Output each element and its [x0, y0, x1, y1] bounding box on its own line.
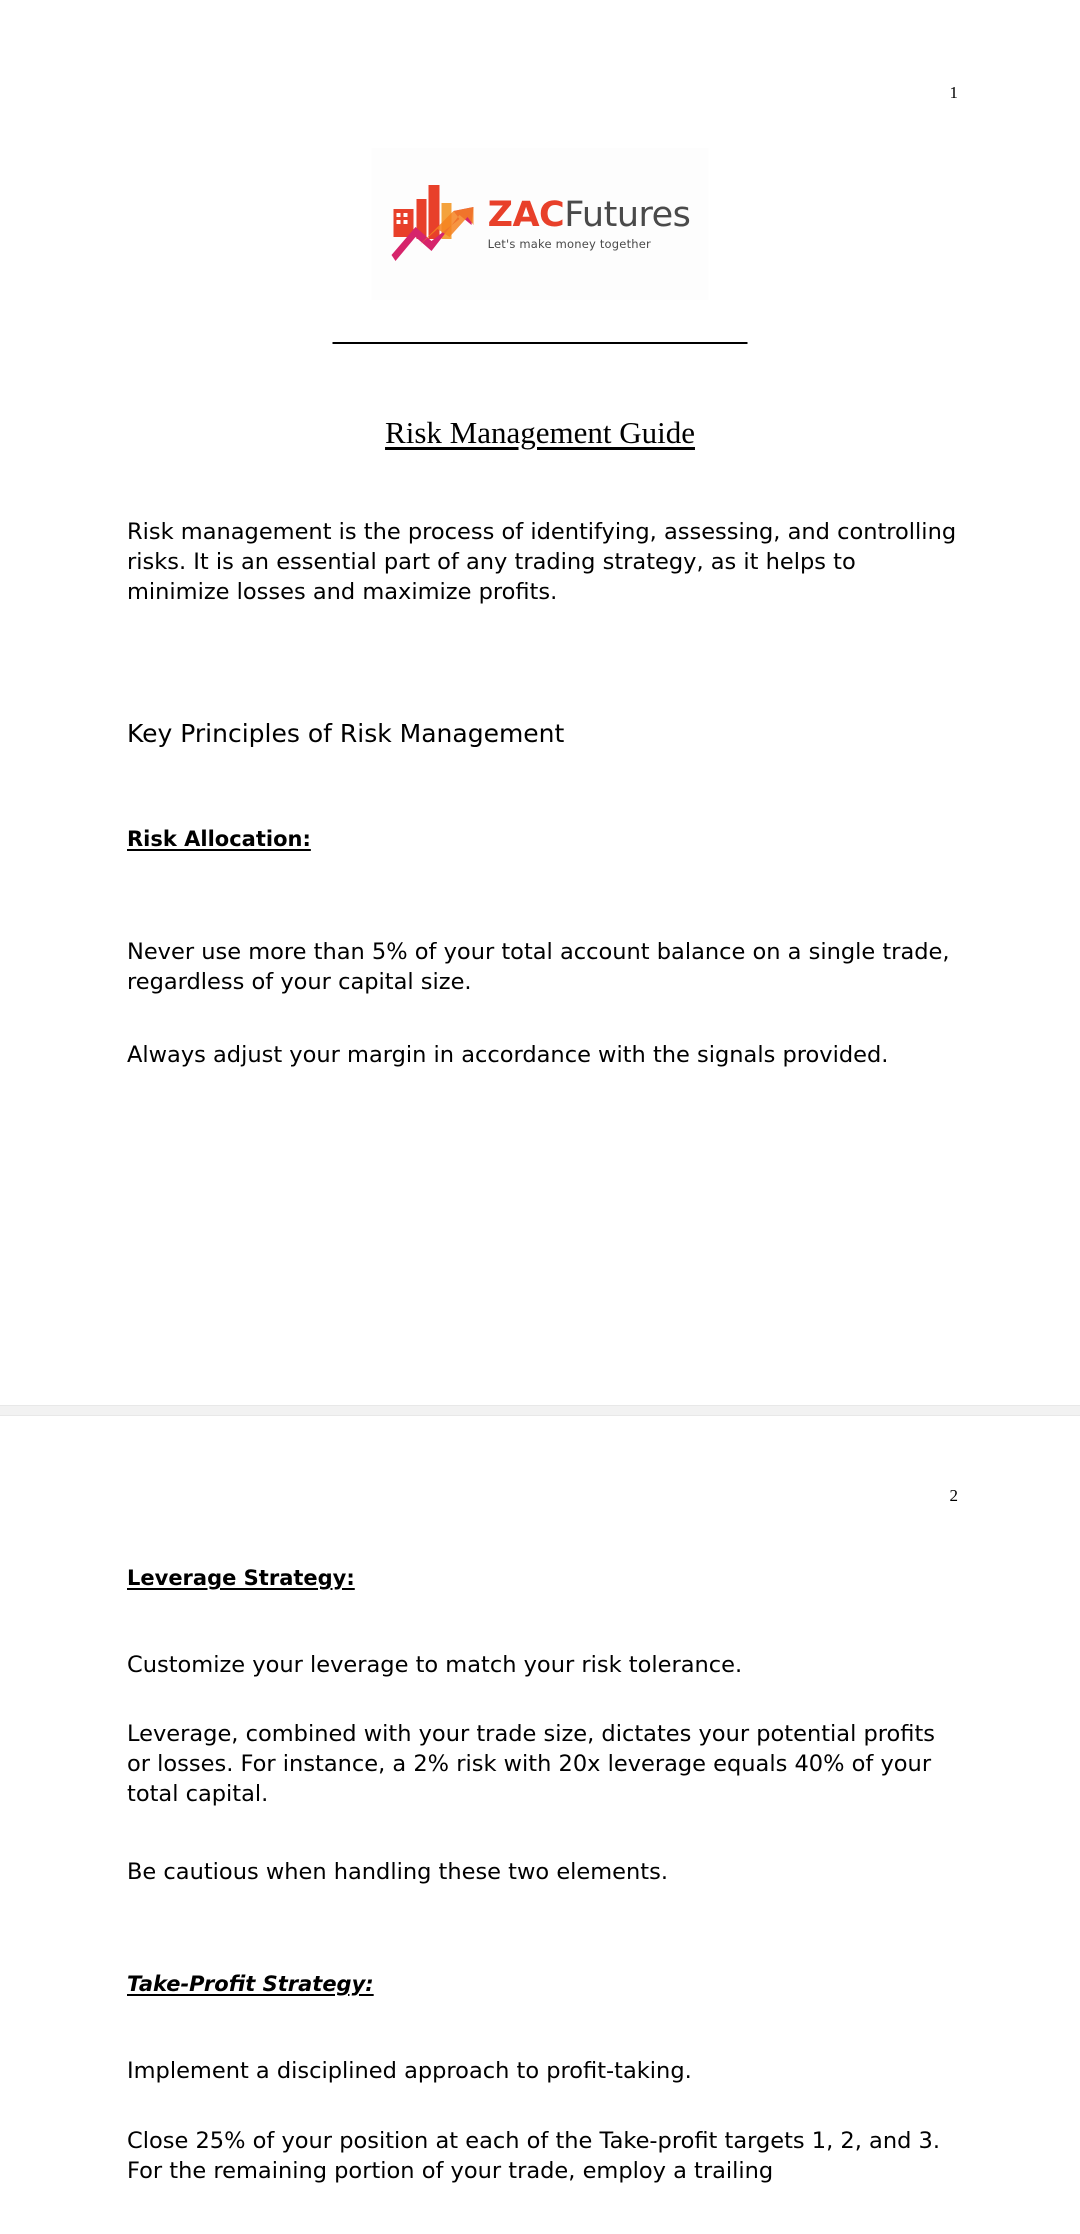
logo-tagline: Let's make money together — [487, 236, 651, 251]
sub-heading-risk-allocation: Risk Allocation: — [127, 827, 311, 851]
paragraph-leverage-3: Be cautious when handling these two elements. — [127, 1859, 668, 1885]
logo-brand-light: Futures — [564, 194, 691, 235]
paragraph-take-profit-2: Close 25% of your position at each of the Take-profit targets 1, 2, and 3. For the remaining portion of your trade, employ a trailing — [127, 2128, 940, 2184]
sub-heading-take-profit-strategy: Take-Profit Strategy: — [127, 1972, 374, 1996]
logo-brand-bold: ZAC — [487, 194, 565, 235]
page-title: Risk Management Guide — [385, 415, 695, 450]
paragraph-risk-allocation-2: Always adjust your margin in accordance with the signals provided. — [127, 1042, 889, 1068]
document-page-2 — [0, 1416, 1080, 2234]
logo-wordmark — [487, 194, 691, 235]
page-number: 1 — [949, 83, 958, 102]
intro-paragraph: Risk management is the process of identifying, assessing, and controlling risks. It is an essential part of any trading strategy, as it helps to minimize losses and maximize profits. — [127, 519, 957, 605]
logo-chart-icon — [390, 181, 482, 267]
paragraph-risk-allocation-1: Never use more than 5% of your total account balance on a single trade, regardless of your capital size. — [127, 939, 950, 995]
divider — [333, 342, 748, 344]
page-number: 2 — [949, 1486, 958, 1505]
section-heading: Key Principles of Risk Management — [127, 719, 565, 748]
sub-heading-leverage-strategy: Leverage Strategy: — [127, 1566, 355, 1590]
paragraph-leverage-2: Leverage, combined with your trade size, dictates your potential profits or losses. For instance, a 2% risk with 20x leverage equals 40% of your total capital. — [127, 1721, 935, 1807]
paragraph-leverage-1: Customize your leverage to match your risk tolerance. — [127, 1652, 743, 1678]
brand-logo — [372, 148, 709, 300]
paragraph-take-profit-1: Implement a disciplined approach to profit-taking. — [127, 2058, 692, 2084]
page-separator — [0, 1405, 1080, 1416]
